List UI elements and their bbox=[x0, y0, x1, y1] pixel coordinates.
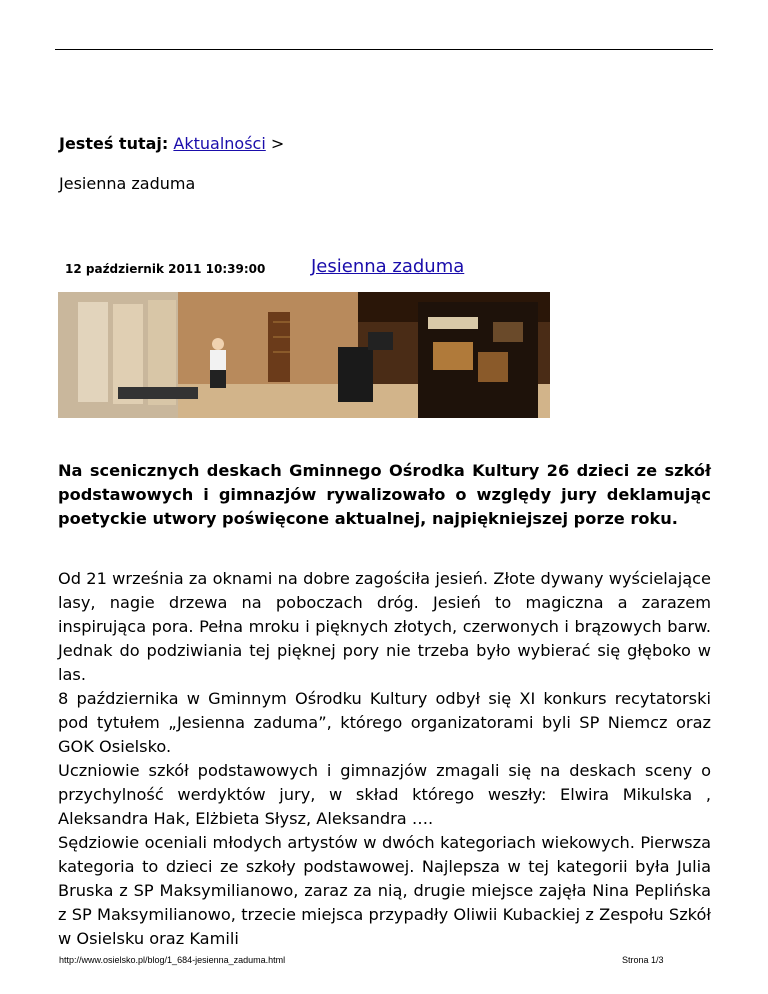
article-body bbox=[58, 567, 711, 951]
article-paragraph: Uczniowie szkół podstawowych i gimnazjów zmagali się na deskach sceny o przychylność werdyktów jury, w skład którego weszły: Elwira Mikulska , Aleksandra Hak, Elżbieta Słysz, Aleksandra …. bbox=[58, 761, 711, 828]
breadcrumb bbox=[59, 134, 284, 153]
header-rule bbox=[55, 49, 713, 50]
stage-photo-illustration bbox=[58, 292, 550, 418]
footer-page-number: Strona 1/3 bbox=[622, 955, 664, 965]
breadcrumb-separator: > bbox=[270, 134, 285, 153]
footer-url: http://www.osielsko.pl/blog/1_684-jesienna_zaduma.html bbox=[59, 955, 286, 965]
breadcrumb-prefix: Jesteś tutaj: bbox=[59, 134, 169, 153]
article-title-link[interactable]: Jesienna zaduma bbox=[311, 256, 465, 277]
page-subtitle: Jesienna zaduma bbox=[59, 174, 196, 193]
article-lead: Na scenicznych deskach Gminnego Ośrodka Kultury 26 dzieci ze szkół podstawowych i gimnazjów rywalizowało o względy jury deklamując poetyckie utwory poświęcone aktualnej, najpiękniejszej porze roku. bbox=[58, 461, 711, 528]
article-paragraph: 8 października w Gminnym Ośrodku Kultury odbył się XI konkurs recytatorski pod tytułem „Jesienna zaduma”, którego organizatorami byli SP Niemcz oraz GOK Osielsko. bbox=[58, 689, 711, 756]
article-photo bbox=[58, 292, 550, 418]
breadcrumb-link-aktualnosci[interactable]: Aktualności bbox=[173, 134, 266, 153]
article-date: 12 październik 2011 10:39:00 bbox=[65, 262, 266, 276]
article-paragraph: Sędziowie oceniali młodych artystów w dwóch kategoriach wiekowych. Pierwsza kategoria to dzieci ze szkoły podstawowej. Najlepsza w tej kategorii była Julia Bruska z SP Maksymilianowo, zaraz za nią, drugie miejsce zajęła Nina Peplińska z SP Maksymilianowo, trzecie miejsca przypadły Oliwii Kubackiej z Zespołu Szkół w Osielsku oraz Kamili bbox=[58, 833, 711, 948]
article-paragraph: Od 21 września za oknami na dobre zagościła jesień. Złote dywany wyścielające lasy, nagie drzewa na poboczach dróg. Jesień to magiczna a zarazem inspirująca pora. Pełna mroku i pięknych złotych, czerwonych i brązowych barw. Jednak do podziwiania tej pięknej pory nie trzeba było wybierać się głęboko w las. bbox=[58, 569, 711, 684]
